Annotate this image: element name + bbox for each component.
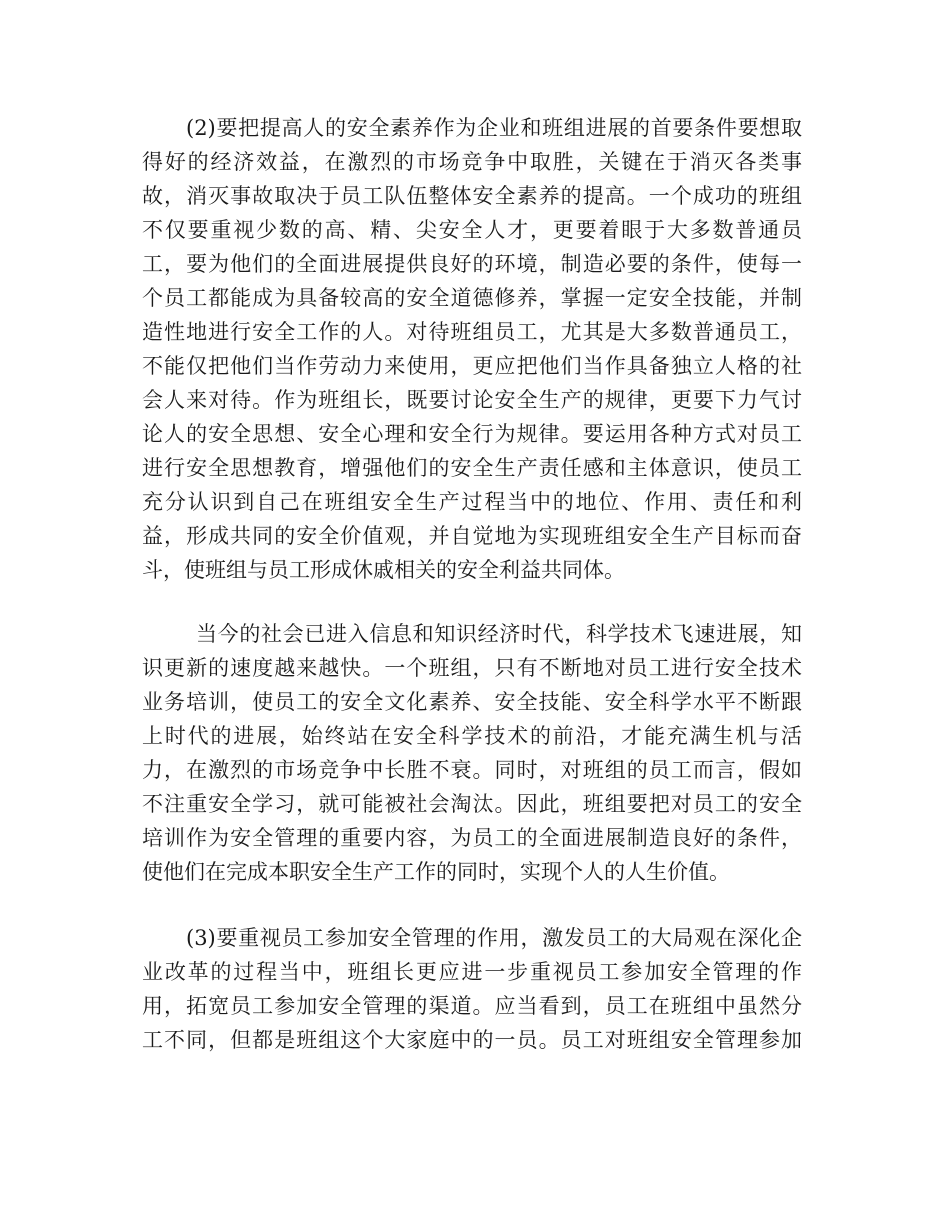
paragraph-line: 不仅要重视少数的高、精、尖安全人才，更要着眼于大多数普通员 (142, 218, 802, 242)
paragraph-line: (2)要把提高人的安全素养作为企业和班组进展的首要条件要想取 (186, 116, 802, 140)
paragraph-line: 得好的经济效益，在激烈的市场竞争中取胜，关键在于消灭各类事 (142, 150, 802, 174)
paragraph-line: 论人的安全思想、安全心理和安全行为规律。要运用各种方式对员工 (142, 422, 802, 446)
paragraph-line: 工，要为他们的全面进展提供良好的环境，制造必要的条件，使每一 (142, 252, 802, 276)
paragraph-line: 培训作为安全管理的重要内容，为员工的全面进展制造良好的条件， (142, 826, 802, 850)
paragraph-line: (3)要重视员工参加安全管理的作用，激发员工的大局观在深化企 (186, 926, 802, 950)
paragraph-line: 充分认识到自己在班组安全生产过程当中的地位、作用、责任和利 (142, 490, 802, 514)
paragraph-line: 当今的社会已进入信息和知识经济时代，科学技术飞速进展，知 (196, 622, 802, 646)
paragraph-line: 不注重安全学习，就可能被社会淘汰。因此，班组要把对员工的安全 (142, 792, 802, 816)
paragraph-line: 工不同，但都是班组这个大家庭中的一员。员工对班组安全管理参加 (142, 1028, 802, 1052)
paragraph-line: 不能仅把他们当作劳动力来使用，更应把他们当作具备独立人格的社 (142, 354, 802, 378)
paragraph-line: 故，消灭事故取决于员工队伍整体安全素养的提高。一个成功的班组 (142, 184, 802, 208)
paragraph-line: 会人来对待。作为班组长，既要讨论安全生产的规律，更要下力气讨 (142, 388, 802, 412)
paragraph-line: 业务培训，使员工的安全文化素养、安全技能、安全科学水平不断跟 (142, 690, 802, 714)
paragraph-line: 进行安全思想教育，增强他们的安全生产责任感和主体意识，使员工 (142, 456, 802, 480)
paragraph-line: 使他们在完成本职安全生产工作的同时，实现个人的人生价值。 (142, 860, 730, 884)
paragraph-line: 用，拓宽员工参加安全管理的渠道。应当看到，员工在班组中虽然分 (142, 994, 802, 1018)
paragraph-line: 业改革的过程当中，班组长更应进一步重视员工参加安全管理的作 (142, 960, 802, 984)
paragraph-line: 识更新的速度越来越快。一个班组，只有不断地对员工进行安全技术 (142, 656, 802, 680)
paragraph-line: 个员工都能成为具备较高的安全道德修养，掌握一定安全技能，并制 (142, 286, 802, 310)
paragraph-line: 力，在激烈的市场竞争中长胜不衰。同时，对班组的员工而言，假如 (142, 758, 802, 782)
paragraph-line: 造性地进行安全工作的人。对待班组员工，尤其是大多数普通员工， (142, 320, 802, 344)
paragraph-line: 上时代的进展，始终站在安全科学技术的前沿，才能充满生机与活 (142, 724, 802, 748)
paragraph-line: 益，形成共同的安全价值观，并自觉地为实现班组安全生产目标而奋 (142, 524, 802, 548)
paragraph-line: 斗，使班组与员工形成休戚相关的安全利益共同体。 (142, 558, 625, 582)
